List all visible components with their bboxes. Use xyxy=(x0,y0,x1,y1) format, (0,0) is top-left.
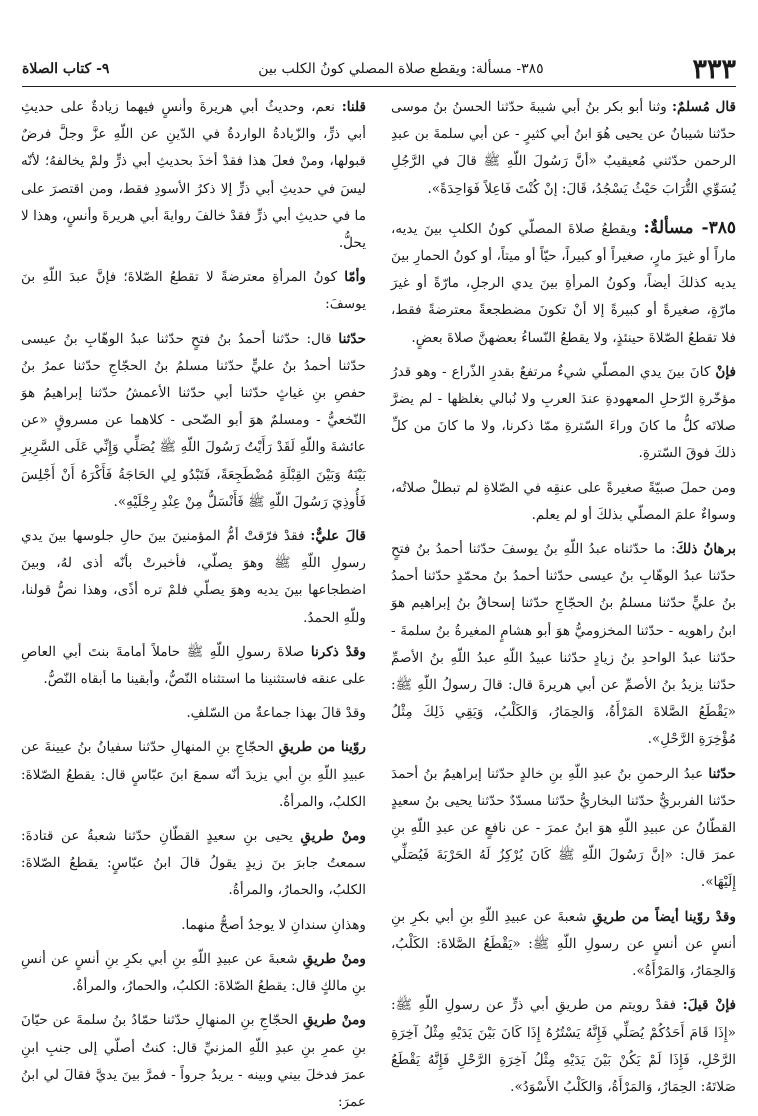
book-title: ٩- كتاب الصلاة xyxy=(22,61,110,77)
paragraph: حدّثنا قال: حدّثنا أحمدُ بنُ فتحٍ حدّثنا عبدُ الوهّابِ بنُ عيسى حدّثنا أحمدُ بنُ عليٍّ حدّثنا مسلمُ بنُ الحجّاجِ حدّثنا عمرُ بنُ حفصِ بنِ غياثٍ حدّثنا أبي حدّثنا الأعمشُ حدّثنا إبراهيمُ هوَ النّخعيُّ - ومسلمٌ هوَ أبو الضّحى - كلاهما عن مسروقٍ «عن عائشةَ واللّهِ لَقَدْ رَأَيْتُ رَسُولَ اللّهِ ﷺ يُصَلِّي وَإِنِّي عَلَى السَّرِيرِ بَيْنَهُ وَبَيْنَ القِبْلَةِ مُضْطَجِعَةً، فَتَبْدُو لِي الحَاجَةُ فَأَكْرَهُ أَنْ أَجْلِسَ فَأُوذِيَ رَسُولَ اللّهِ ﷺ فَأَنْسَلُّ مِنْ عِنْدِ رِجْلَيْهِ». xyxy=(21,330,366,510)
paragraph: قالَ عليٌّ: فقدْ فرّقتْ أمُّ المؤمنينَ بينَ حالِ جلوسها بينَ يدي رسولِ اللّهِ ﷺ وهوَ يصلّي، فأخبرتْ بأنّه أذى لهُ، وبينَ اضطجاعها بينَ يديه وهوَ يصلّي فلمْ تره أذًى، وهذا نصُّ قولنا، وللّهِ الحمدُ. xyxy=(21,528,366,626)
paragraph: برهانُ ذلكَ: ما حدّثناه عبدُ اللّهِ بنُ يوسفَ حدّثنا أحمدُ بنُ فتحٍ حدّثنا عبدُ الوهّابِ بنُ عيسى حدّثنا أحمدُ بنُ محمّدٍ حدّثنا أحمدُ بنُ عليٍّ حدّثنا مسلمُ بنُ الحجّاجِ حدّثنا إسحاقُ بنُ إبراهيم هوَ ابنُ راهويه - حدّثنا المخزوميُّ هوَ أبو هشامٍ المغيرةُ بنُ سلمةَ - حدّثنا عبدُ الواحدِ بنُ زيادٍ حدّثنا عبيدُ اللّهِ عبدُ اللّهِ بنُ الأصمِّ حدّثنا يزيدُ بنُ الأصمِّ عن أبي هريرةَ قال: قالَ رسولُ اللّهِ ﷺ: «يَقْطَعُ الصَّلاةَ المَرْأَةُ، وَالحِمَارُ، وَالكَلْبُ، وَيَقِي ذَلِكَ مِثْلُ مُؤْخِرَةِ الرَّحْلِ». xyxy=(391,541,736,748)
paragraph: فإنْ قيلَ: فقدْ رويتم من طريقِ أبي ذرٍّ عن رسولِ اللّهِ ﷺ: «إِذَا قَامَ أَحَدُكُمْ يُصَلِّي فَإِنَّهُ يَسْتُرُهُ إِذَا كَانَ بَيْنَ يَدَيْهِ مِثْلُ آخِرَةِ الرَّحْلِ، فَإِذَا لَمْ يَكُنْ بَيْنَ يَدَيْهِ مِثْلُ آخِرَةِ الرَّحْلِ فَإِنَّهُ يَقْطَعُ صَلاتَهُ: الحِمَارُ، وَالمَرْأَةُ، وَالكَلْبُ الأَسْوَدُ». xyxy=(391,997,736,1095)
paragraph: فإنْ كانَ بينَ يدي المصلّي شيءٌ مرتفعٌ بقدرِ الذّراع - وهو قدرُ مؤخّرةِ الرّحلِ المعهودةِ عندَ العربِ ولا نُبالي بغلظها - لم يضرَّ صلاتَه كلُّ ما كانَ وراءَ السّترةِ ممّا ذكرنا، ولا ما كانَ من كلِّ ذلكَ فوقَ السّترةِ. xyxy=(391,363,736,462)
paragraph: وهذانِ سندانِ لا يوجدُ أصحُّ منهما. xyxy=(181,916,366,933)
left-column xyxy=(21,94,366,1110)
paragraph: وقدْ قالَ بهذا جماعةٌ من السّلفِ. xyxy=(186,705,366,722)
issue-paragraph: ٣٨٥- مسألةٌ: ويقطعُ صلاةَ المصلّي كونُ الكلبِ بينَ يديه، ماراً أو غيرَ مارٍ، صغيراً أو كبيراً، حيّاً أو ميتاً، أو كونُ الحمارِ بينَ يديه كذلكَ أيضاً، وكونُ المرأةِ بينَ يدي الرجلِ، مارّةً أو غيرَ مارّةٍ، صغيرةً أو كبيرةً إلا أنْ تكونَ مضطجعةً معترضةً فقط، فلا تقطعُ الصّلاةَ حينئذٍ، ولا يقطعُ النّساءُ بعضهنَّ صلاةَ بعضٍ. xyxy=(391,217,736,346)
paragraph: وقدْ روّينا أيضاً من طريقِ شعبةَ عن عبيدِ اللّهِ بنِ أبي بكرِ بنِ أنسٍ عن أنسٍ عن رسولِ اللّهِ ﷺ: «يَقْطَعُ الصَّلاةَ: الكَلْبُ، وَالحِمَارُ، وَالمَرْأَةُ». xyxy=(391,908,736,980)
paragraph: روّينا من طريقِ الحجّاجِ بنِ المنهالِ حدّثنا سفيانُ بنُ عيينةَ عن عبيدِ اللّهِ بنِ أبي يزيدَ أنّه سمعَ ابنَ عبّاسٍ قال: يقطعُ الصّلاةَ: الكلبُ، والمرأةُ. xyxy=(21,739,366,810)
paragraph: قال مُسلمٌ: وثنا أبو بكر بنُ أبي شيبةَ حدّثنا الحسنُ بنُ موسى حدّثنا شيبانُ عن يحيى هُوَ ابنُ أبي كثيرٍ - عن أبي سلمةَ بن عبدِ الرحمن حدّثني مُعيقيبٌ «أنَّ رَسُولَ اللّهِ ﷺ قالَ في الرَّجُلِ يُسَوِّي التُّرَابَ حَيْثُ يَسْجُدُ، قَالَ: إنْ كُنْتَ فَاعِلاً فَوَاحِدَةً». xyxy=(391,99,736,197)
right-column xyxy=(391,94,736,1099)
paragraph: ومن حملَ صبيّةً صغيرةً على عنقِه في الصّلاةِ لم تبطلْ صلاتُه، وسواءٌ علمَ المصلّي بذلكَ أو لم يعلم. xyxy=(391,479,736,523)
paragraph: وأمّا كونُ المرأةِ معترضةً لا تقطعُ الصّلاةَ؛ فإنَّ عبدَ اللّهِ بنَ يوسفَ: xyxy=(21,269,366,313)
paragraph: حدّثنا عبدُ الرحمنِ بنُ عبدِ اللّهِ بنِ خالدٍ حدّثنا إبراهيمُ بنُ أحمدَ حدّثنا الفربريُّ حدّثنا البخاريُّ حدّثنا مسدّدٌ حدّثنا يحيى بنُ سعيدٍ القطّانُ عن عبيدِ اللّهِ هوَ ابنُ عمرَ - عن نافعٍ عن عبدِ اللّهِ بنِ عمرَ قال: «إنَّ رَسُولَ اللّهِ ﷺ كَانَ يُرْكِزُ لَهُ الحَرْبَةَ فَيُصَلِّي إِلَيْهَا». xyxy=(391,765,736,891)
page-header xyxy=(22,52,736,87)
paragraph: وقدْ ذكرنا صلاةَ رسولِ اللّهِ ﷺ حاملاً أمامةَ بنتَ أبي العاصِ على عنقه فاستثنينا ما استثناه النّصُّ، وأبقينا ما أبقاه النّصُّ. xyxy=(21,643,366,688)
paragraph: ومنْ طريقِ شعبةَ عن عبيدِ اللّهِ بنِ أبي بكرِ بنِ أنسٍ عن أنسِ بنِ مالكٍ قال: يقطعُ الصّلاةَ: الكلبُ، والحمارُ، والمرأةُ. xyxy=(21,950,366,995)
paragraph: ومنْ طريقِ الحجّاجِ بنِ المنهالِ حدّثنا حمّادُ بنُ سلمةَ عن حيّانَ بنِ عمرِ بنِ عبدِ اللّهِ المزنيِّ قال: كنتُ أصلّي إلى جنبِ ابنِ عمرَ فدخلَ بيني وبينه - يريدُ جرواً - فمرَّ بينَ يديَّ فقالَ لي ابنُ عمرَ: xyxy=(21,1012,366,1110)
running-title: ٣٨٥- مسألة: ويقطع صلاة المصلي كونُ الكلب بين xyxy=(258,61,544,77)
issue-number: ٣٨٥- مسألةٌ: xyxy=(643,217,736,238)
paragraph: ومنْ طريقِ يحيى بنِ سعيدٍ القطّانِ حدّثنا شعبةُ عن قتادةَ: سمعتُ جابرَ بنَ زيدٍ يقولُ قالَ ابنُ عبّاسٍ: يقطعُ الصّلاةَ: الكلبُ، والحمارُ، والمرأةُ. xyxy=(21,828,366,899)
paragraph: قلنا: نعم، وحديثُ أبي هريرةَ وأنسٍ فيهما زيادةٌ على حديثِ أبي ذرٍّ، والزّيادةُ الواردةُ في الدّينِ عن اللّهِ عزَّ وجلَّ فرضٌ قبولها، ومنْ فعلَ هذا فقدْ أخذَ بحديثِ أبي ذرٍّ ولمْ يخالفهُ؛ لأنّه ليسَ في حديثِ أبي ذرٍّ إلا ذكرُ الأسودِ فقط، ومن اقتصرَ على ما في حديثِ أبي ذرٍّ فقدْ خالفَ روايةَ أبي هريرةَ وأنسٍ، وهذا لا يحلُّ. xyxy=(21,99,366,252)
page-number: ٣٣٣ xyxy=(692,53,736,85)
